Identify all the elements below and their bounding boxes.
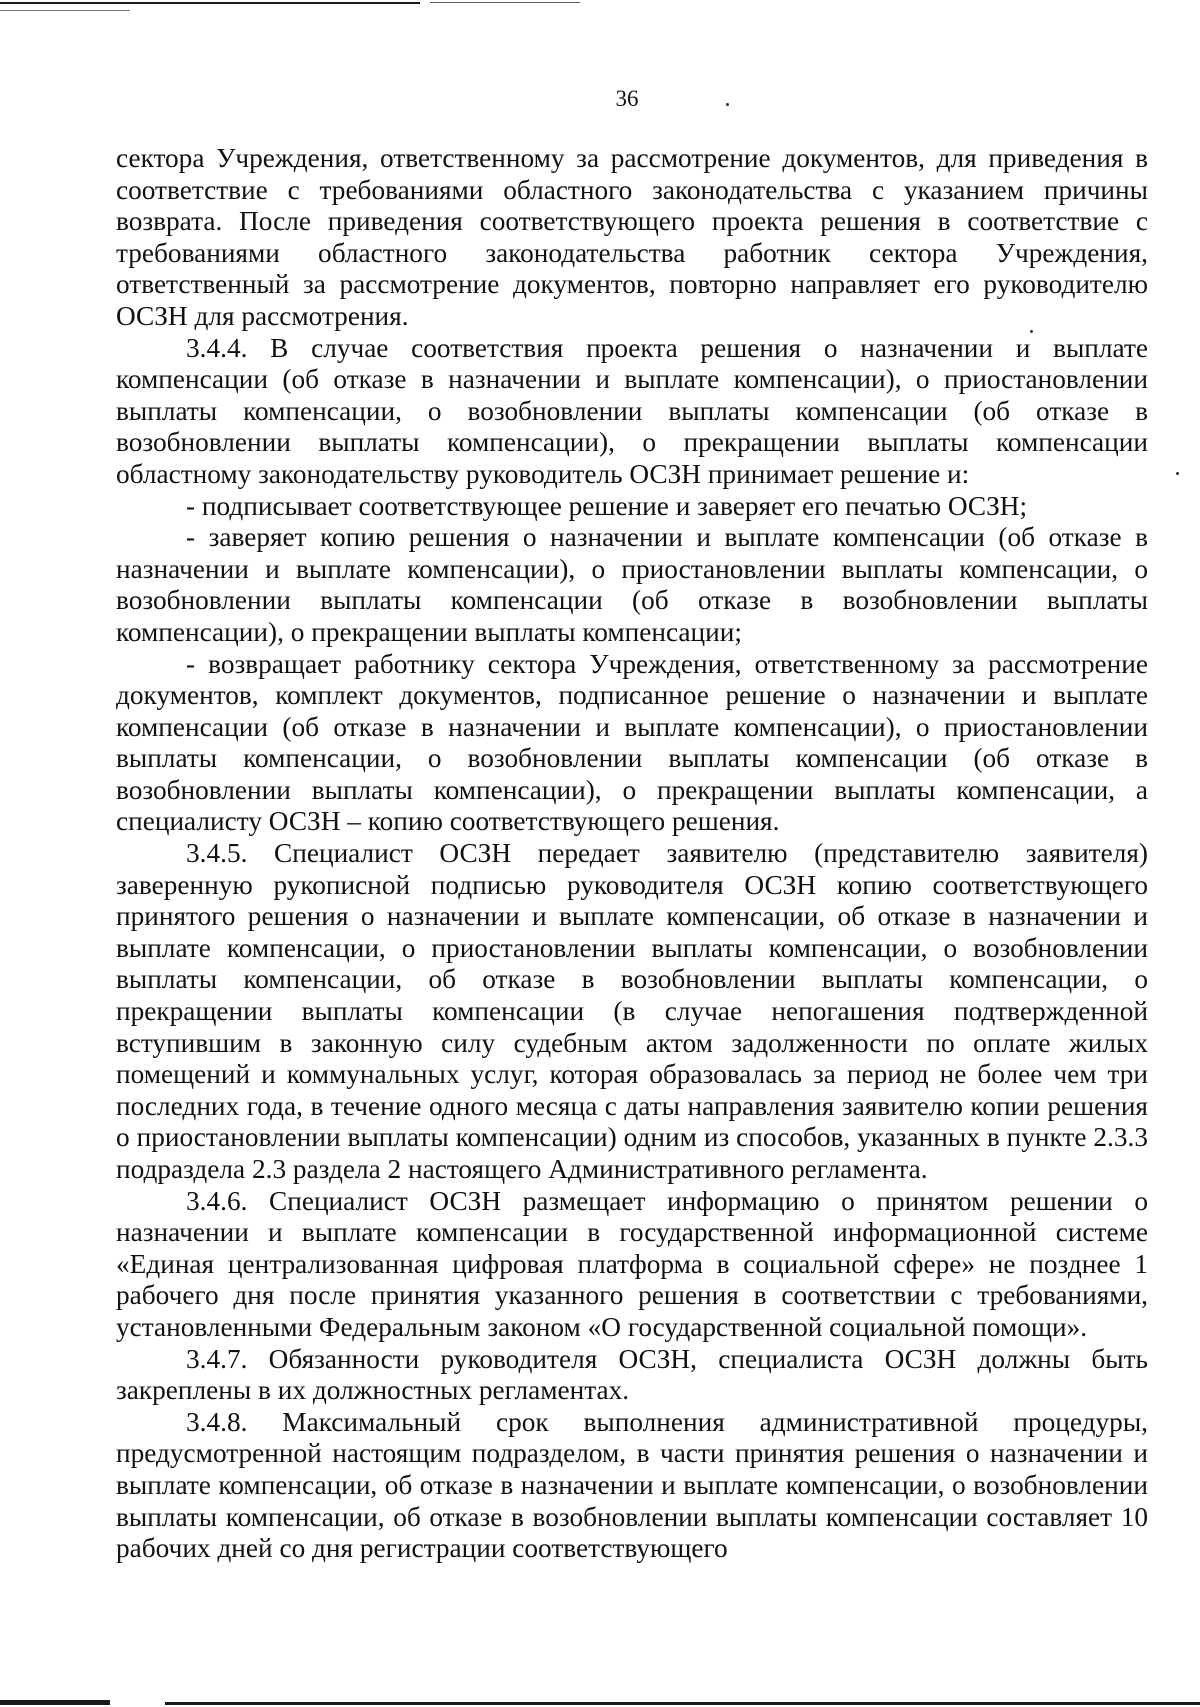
document-body [116, 143, 1148, 1565]
paragraph-3-4-8: 3.4.8. Максимальный срок выполнения административной процедуры, предусмотренной настоящим подразделом, в части принятия решения о назначении и выплате компенсации, об отказе в назначении и выплате компенсации, о возобновлении выплаты компенсации, об отказе в возобновлении выплаты компенсации составляет 10 рабочих дней со дня регистрации соответствующего [116, 1406, 1148, 1564]
scan-border-bottom [0, 1700, 110, 1705]
paragraph-3-4-6: 3.4.6. Специалист ОСЗН размещает информацию о принятом решении о назначении и выплате компенсации в государственной информационной системе «Единая централизованная цифровая платформа в социальной сфере» не позднее 1 рабочего дня после принятия указанного решения в соответствии с требованиями, установленными Федеральным законом «О государственной социальной помощи». [116, 1185, 1148, 1342]
list-item-certify-copy: - заверяет копию решения о назначении и выплате компенсации (об отказе в назначении и выплате компенсации), о приостановлении выплаты компенсации, о возобновлении выплаты компенсации (об отказе в возобновлении выплаты компенсации), о прекращении выплаты компенсации; [116, 522, 1148, 647]
scan-border-bottom [165, 1702, 1200, 1705]
list-item-sign: - подписывает соответствующее решение и заверяет его печатью ОСЗН; [186, 490, 1028, 521]
paragraph-3-4-5: 3.4.5. Специалист ОСЗН передает заявителю (представителю заявителя) заверенную рукописной подписью руководителя ОСЗН копию соответствующего принятого решения о назначении и выплате компенсации, об отказе в назначении и выплате компенсации, о приостановлении выплаты компенсации, о возобновлении выплаты компенсации, об отказе в возобновлении выплаты компенсации, о прекращении выплаты компенсации (в случае непогашения подтвержденной вступившим в законную силу судебным актом задолженности по оплате жилых помещений и коммунальных услуг, которая образовалась за период не более чем три последних года, в течение одного месяца с даты направления заявителю копии решения о приостановлении выплаты компенсации) одним из способов, указанных в пункте 2.3.3 подраздела 2.3 раздела 2 настоящего Административного регламента. [116, 838, 1148, 1184]
scan-speck [726, 103, 729, 106]
page-number: 36 [615, 86, 639, 111]
paragraph-3-4-4: 3.4.4. В случае соответствия проекта решения о назначении и выплате компенсации (об отказе в назначении и выплате компенсации), о приостановлении выплаты компенсации, о возобновлении выплаты компенсации (об отказе в возобновлении выплаты компенсации), о прекращении выплаты компенсации областному законодательству руководитель ОСЗН принимает решение и: [116, 332, 1148, 489]
list-item-return-documents: - возвращает работнику сектора Учреждения, ответственному за рассмотрение документов, комплект документов, подписанное решение о назначении и выплате компенсации (об отказе в назначении и выплате компенсации), о приостановлении выплаты компенсации, о возобновлении выплаты компенсации (об отказе в возобновлении выплаты компенсации), о прекращении выплаты компенсации, а специалисту ОСЗН – копию соответствующего решения. [116, 648, 1148, 837]
paragraph-3-4-7: 3.4.7. Обязанности руководителя ОСЗН, специалиста ОСЗН должны быть закреплены в их должностных регламентах. [116, 1343, 1148, 1406]
paragraph-continuation: сектора Учреждения, ответственному за рассмотрение документов, для приведения в соответствие с требованиями областного законодательства с указанием причины возврата. После приведения соответствующего проекта решения в соответствие с требованиями областного законодательства работник сектора Учреждения, ответственный за рассмотрение документов, повторно направляет его руководителю ОСЗН для рассмотрения. [116, 143, 1148, 331]
scan-speck [1176, 472, 1179, 475]
scan-border-top-fragment [430, 2, 580, 3]
scan-border-top-fragment [0, 10, 130, 11]
scan-border-top [0, 2, 420, 4]
